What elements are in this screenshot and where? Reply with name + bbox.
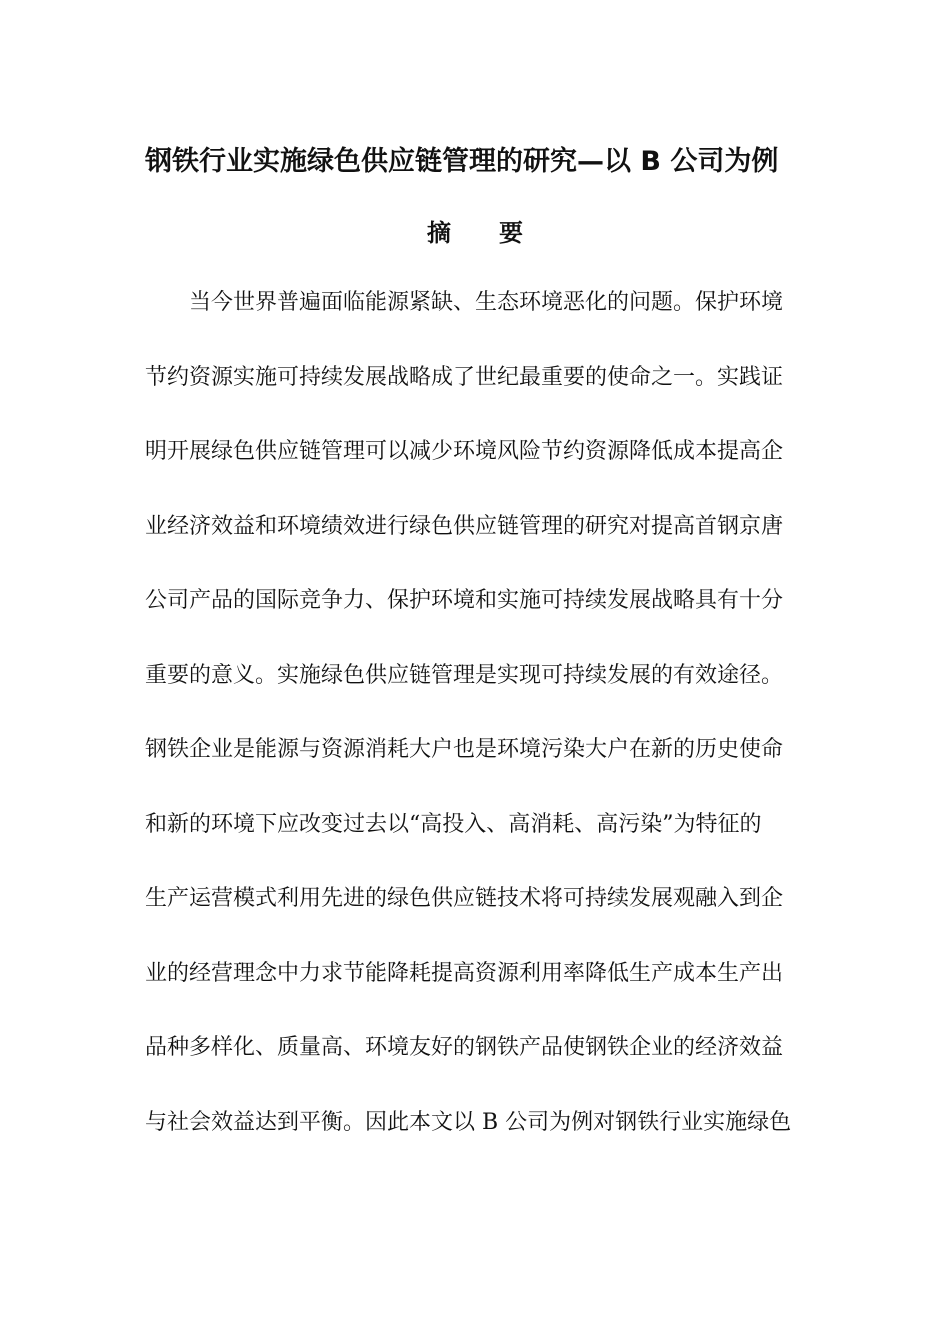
- abstract-line: 节约资源实施可持续发展战略成了世纪最重要的使命之一。实践证: [145, 365, 784, 390]
- abstract-line: 明开展绿色供应链管理可以减少环境风险节约资源降低成本提高企: [145, 439, 784, 464]
- abstract-line: 生产运营模式利用先进的绿色供应链技术将可持续发展观融入到企: [145, 886, 784, 911]
- abstract-line: 重要的意义。实施绿色供应链管理是实现可持续发展的有效途径。: [145, 663, 784, 688]
- abstract-line: 业的经营理念中力求节能降耗提高资源利用率降低生产成本生产出: [145, 961, 784, 986]
- abstract-line: 品种多样化、质量高、环境友好的钢铁产品使钢铁企业的经济效益: [145, 1035, 784, 1060]
- abstract-line: 公司产品的国际竞争力、保护环境和实施可持续发展战略具有十分: [145, 588, 784, 613]
- abstract-line: 当今世界普遍面临能源紧缺、生态环境恶化的问题。保护环境: [189, 290, 784, 315]
- document-title: 钢铁行业实施绿色供应链管理的研究—以 B 公司为例: [145, 146, 779, 177]
- abstract-heading: 摘要: [427, 219, 571, 247]
- abstract-line: 钢铁企业是能源与资源消耗大户也是环境污染大户在新的历史使命: [145, 737, 784, 762]
- abstract-line: 业经济效益和环境绩效进行绿色供应链管理的研究对提高首钢京唐: [145, 514, 784, 539]
- abstract-line: 和新的环境下应改变过去以“高投入、高消耗、高污染”为特征的: [145, 812, 762, 837]
- abstract-line: 与社会效益达到平衡。因此本文以 B 公司为例对钢铁行业实施绿色: [145, 1110, 792, 1135]
